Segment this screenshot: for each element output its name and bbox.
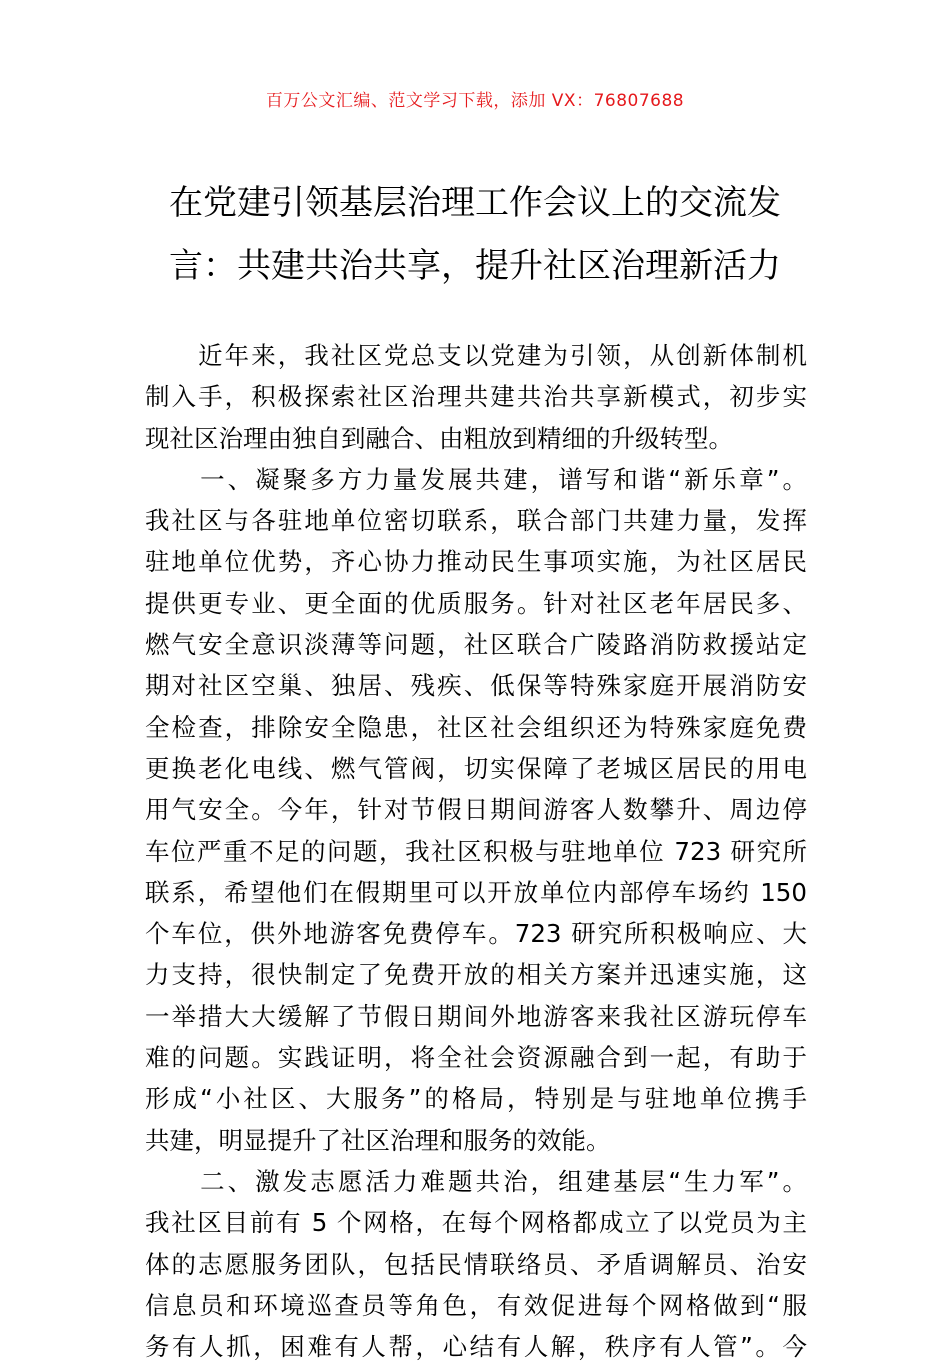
document-body [145,335,807,1367]
text-line: 提供更专业、更全面的优质服务。针对社区老年居民多、 [145,588,807,618]
text-line: 体的志愿服务团队，包括民情联络员、矛盾调解员、治安 [145,1249,807,1279]
text-line: 一、凝聚多方力量发展共建，谱写和谐“新乐章”。 [145,464,807,494]
title-line: 在党建引领基层治理工作会议上的交流发 [169,183,781,223]
text-line: 我社区与各驻地单位密切联系，联合部门共建力量，发挥 [145,506,807,536]
text-line: 制入手，积极探索社区治理共建共治共享新模式，初步实 [145,382,807,412]
paragraph-section-1 [145,459,807,1161]
text-line: 用气安全。今年，针对节假日期间游客人数攀升、周边停 [145,795,807,825]
text-line: 现社区治理由独自到融合、由粗放到精细的升级转型。 [145,423,733,453]
text-line: 我社区目前有 5 个网格，在每个网格都成立了以党员为主 [145,1208,807,1238]
text-line: 务有人抓，困难有人帮，心结有人解，秩序有人管”。今 [145,1332,807,1362]
text-line: 联系，希望他们在假期里可以开放单位内部停车场约 150 [145,877,807,907]
text-line: 形成“小社区、大服务”的格局，特别是与驻地单位携手 [145,1084,807,1114]
text-line: 二、激发志愿活力难题共治，组建基层“生力军”。 [145,1166,807,1196]
paragraph-section-2 [145,1161,807,1367]
title-line: 言：共建共治共享，提升社区治理新活力 [169,246,781,286]
text-line: 近年来，我社区党总支以党建为引领，从创新体制机 [145,341,807,370]
text-line: 驻地单位优势，齐心协力推动民生事项实施，为社区居民 [145,547,807,577]
text-line: 全检查，排除安全隐患，社区社会组织还为特殊家庭免费 [145,712,807,742]
text-line: 共建，明显提升了社区治理和服务的效能。 [145,1125,611,1155]
text-line: 力支持，很快制定了免费开放的相关方案并迅速实施，这 [145,960,807,990]
text-line: 更换老化电线、燃气管阀，切实保障了老城区居民的用电 [145,753,807,783]
text-line: 一举措大大缓解了节假日期间外地游客来我社区游玩停车 [145,1001,807,1031]
document-title [145,172,805,298]
text-line: 期对社区空巢、独居、残疾、低保等特殊家庭开展消防安 [145,671,807,701]
header-note: 百万公文汇编、范文学习下载，添加 VX：76807688 [265,91,685,111]
text-line: 信息员和环境巡查员等角色，有效促进每个网格做到“服 [145,1290,807,1320]
paragraph-intro [145,335,807,459]
text-line: 个车位，供外地游客免费停车。723 研究所积极响应、大 [145,919,807,949]
text-line: 难的问题。实践证明，将全社会资源融合到一起，有助于 [145,1043,807,1073]
text-line: 车位严重不足的问题，我社区积极与驻地单位 723 研究所 [145,836,807,866]
text-line: 燃气安全意识淡薄等问题，社区联合广陵路消防救援站定 [145,630,807,660]
